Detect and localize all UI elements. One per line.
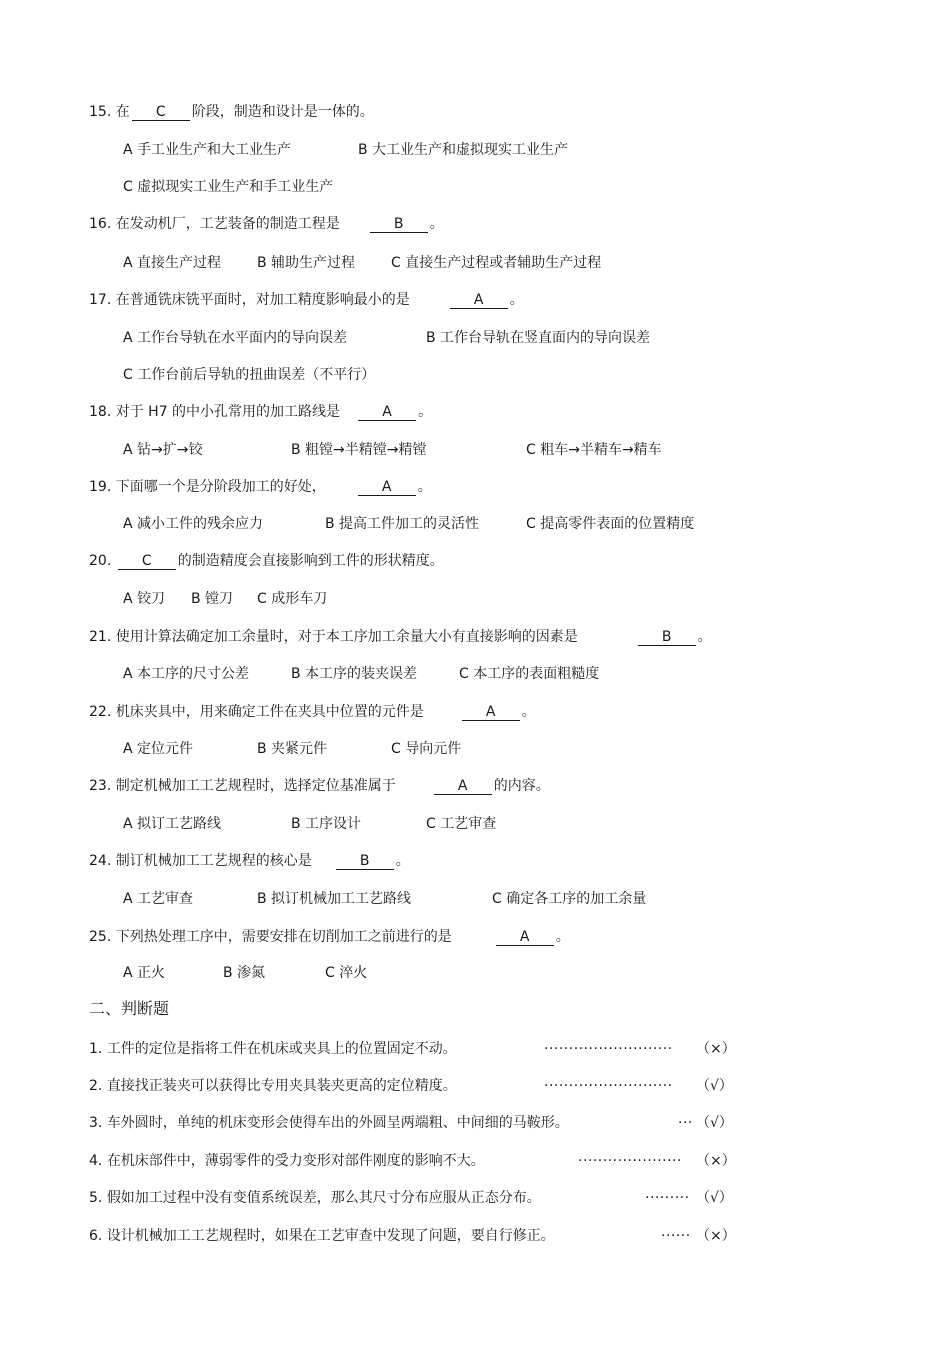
question-text: 制订机械加工工艺规程的核心是 [115, 853, 312, 869]
leader-dots: ·························· [544, 1041, 673, 1057]
judgement-5 [89, 1189, 541, 1207]
answer-blank: A [434, 778, 492, 795]
option: B 本工序的装夹误差 [291, 666, 418, 682]
judgement-mark: （√） [696, 1078, 733, 1094]
question-text: 制定机械加工工艺规程时，选择定位基准属于 [115, 778, 396, 794]
answer-blank: A [358, 404, 416, 421]
question-text-end: 的内容。 [493, 778, 550, 794]
judgement-mark: （×） [696, 1041, 736, 1057]
question-text: 在普通铣床铣平面时，对加工精度影响最小的是 [115, 292, 410, 308]
judgement-mark: （×） [696, 1153, 736, 1169]
leader-dots: ····················· [578, 1153, 682, 1169]
option: B 夹紧元件 [257, 741, 328, 757]
option: A 减小工件的残余应力 [123, 516, 264, 532]
answer-blank: C [118, 553, 176, 570]
option: C 成形车刀 [257, 591, 328, 607]
judgement-text: 工件的定位是指将工件在机床或夹具上的位置固定不动。 [106, 1041, 457, 1057]
answer-blank: B [336, 853, 394, 870]
question-15 [89, 103, 374, 121]
question-text-end: 。 [417, 479, 432, 495]
option: A 工作台导轨在水平面内的导向误差 [123, 330, 348, 346]
option: A 定位元件 [123, 741, 194, 757]
question-number: 17. [89, 292, 112, 308]
answer-blank: B [638, 629, 696, 646]
judgement-4 [89, 1152, 485, 1170]
question-text: 下列热处理工序中，需要安排在切削加工之前进行的是 [115, 929, 452, 945]
judgement-mark: （√） [696, 1115, 733, 1131]
question-text: 使用计算法确定加工余量时，对于本工序加工余量大小有直接影响的因素是 [115, 629, 578, 645]
question-text-end: 。 [555, 929, 570, 945]
option: C 直接生产过程或者辅助生产过程 [391, 255, 602, 271]
question-text-end: 阶段，制造和设计是一体的。 [191, 104, 374, 120]
question-text-end: 。 [509, 292, 524, 308]
option: B 渗氮 [223, 965, 266, 981]
question-number: 25. [89, 929, 112, 945]
judgement-mark: （×） [696, 1228, 736, 1244]
answer-blank: A [462, 704, 520, 721]
judgement-2 [89, 1077, 457, 1095]
question-21 [89, 628, 712, 646]
question-text: 在发动机厂，工艺装备的制造工程是 [115, 216, 340, 232]
option: C 粗车→半精车→精车 [526, 442, 662, 458]
question-18 [89, 403, 432, 421]
question-number: 22. [89, 704, 112, 720]
question-number: 18. [89, 404, 112, 420]
option: B 辅助生产过程 [257, 255, 356, 271]
option: A 拟订工艺路线 [123, 816, 222, 832]
question-19 [89, 478, 432, 496]
option: C 淬火 [325, 965, 368, 981]
option: B 镗刀 [191, 591, 234, 607]
judgement-3 [89, 1114, 569, 1132]
option: B 工序设计 [291, 816, 362, 832]
option: B 拟订机械加工工艺路线 [257, 891, 412, 907]
leader-dots: ······ [661, 1228, 691, 1244]
judgement-number: 3. [89, 1115, 103, 1131]
section-title: 二、判断题 [89, 999, 170, 1018]
answer-blank: B [370, 216, 428, 233]
question-text: 下面哪一个是分阶段加工的好处， [115, 479, 326, 495]
leader-dots: ·························· [544, 1078, 673, 1094]
option: A 正火 [123, 965, 166, 981]
option: C 虚拟现实工业生产和手工业生产 [123, 179, 334, 195]
judgement-text: 车外圆时，单纯的机床变形会使得车出的外圆呈两端粗、中间细的马鞍形。 [106, 1115, 569, 1131]
question-number: 21. [89, 629, 112, 645]
question-number: 15. [89, 104, 112, 120]
judgement-6 [89, 1227, 555, 1245]
judgement-1 [89, 1040, 457, 1058]
option: A 本工序的尺寸公差 [123, 666, 250, 682]
question-17 [89, 291, 524, 309]
question-text-end: 。 [429, 216, 444, 232]
judgement-number: 2. [89, 1078, 103, 1094]
leader-dots: ··· [678, 1115, 693, 1131]
option: C 提高零件表面的位置精度 [526, 516, 695, 532]
question-number: 23. [89, 778, 112, 794]
option: C 工作台前后导轨的扭曲误差（不平行） [123, 367, 376, 383]
option: A 手工业生产和大工业生产 [123, 142, 292, 158]
question-number: 19. [89, 479, 112, 495]
option: B 大工业生产和虚拟现实工业生产 [358, 142, 569, 158]
question-text-end: 的制造精度会直接影响到工件的形状精度。 [177, 553, 444, 569]
option: A 直接生产过程 [123, 255, 222, 271]
question-24 [89, 852, 410, 870]
answer-blank: A [450, 292, 508, 309]
question-text-end: 。 [697, 629, 712, 645]
option: A 钻→扩→铰 [123, 442, 203, 458]
option: C 确定各工序的加工余量 [492, 891, 647, 907]
option: C 导向元件 [391, 741, 462, 757]
option: A 铰刀 [123, 591, 166, 607]
question-text-end: 。 [521, 704, 536, 720]
question-16 [89, 215, 444, 233]
question-text-end: 。 [395, 853, 410, 869]
leader-dots: ········· [645, 1190, 690, 1206]
question-23 [89, 777, 550, 795]
judgement-text: 直接找正装夹可以获得比专用夹具装夹更高的定位精度。 [106, 1078, 457, 1094]
judgement-number: 1. [89, 1041, 103, 1057]
question-number: 20. [89, 553, 112, 569]
option: B 提高工件加工的灵活性 [325, 516, 480, 532]
question-text: 对于 H7 的中小孔常用的加工路线是 [115, 404, 341, 420]
answer-blank: C [132, 104, 190, 121]
judgement-text: 设计机械加工工艺规程时，如果在工艺审查中发现了问题，要自行修正。 [106, 1228, 555, 1244]
question-20 [89, 552, 444, 570]
question-text: 机床夹具中，用来确定工件在夹具中位置的元件是 [115, 704, 424, 720]
question-number: 24. [89, 853, 112, 869]
option: A 工艺审查 [123, 891, 194, 907]
judgement-text: 在机床部件中，薄弱零件的受力变形对部件刚度的影响不大。 [106, 1153, 485, 1169]
answer-blank: A [496, 929, 554, 946]
judgement-number: 4. [89, 1153, 103, 1169]
question-text-end: 。 [418, 404, 433, 420]
option: B 粗镗→半精镗→精镗 [291, 442, 427, 458]
option: C 工艺审查 [426, 816, 497, 832]
judgement-mark: （√） [696, 1190, 733, 1206]
option: C 本工序的表面粗糙度 [459, 666, 600, 682]
question-text: 在 [115, 104, 130, 120]
judgement-number: 6. [89, 1228, 103, 1244]
judgement-text: 假如加工过程中没有变值系统误差，那么其尺寸分布应服从正态分布。 [106, 1190, 541, 1206]
judgement-number: 5. [89, 1190, 103, 1206]
question-22 [89, 703, 536, 721]
question-25 [89, 928, 570, 946]
answer-blank: A [358, 479, 416, 496]
option: B 工作台导轨在竖直面内的导向误差 [426, 330, 651, 346]
question-number: 16. [89, 216, 112, 232]
